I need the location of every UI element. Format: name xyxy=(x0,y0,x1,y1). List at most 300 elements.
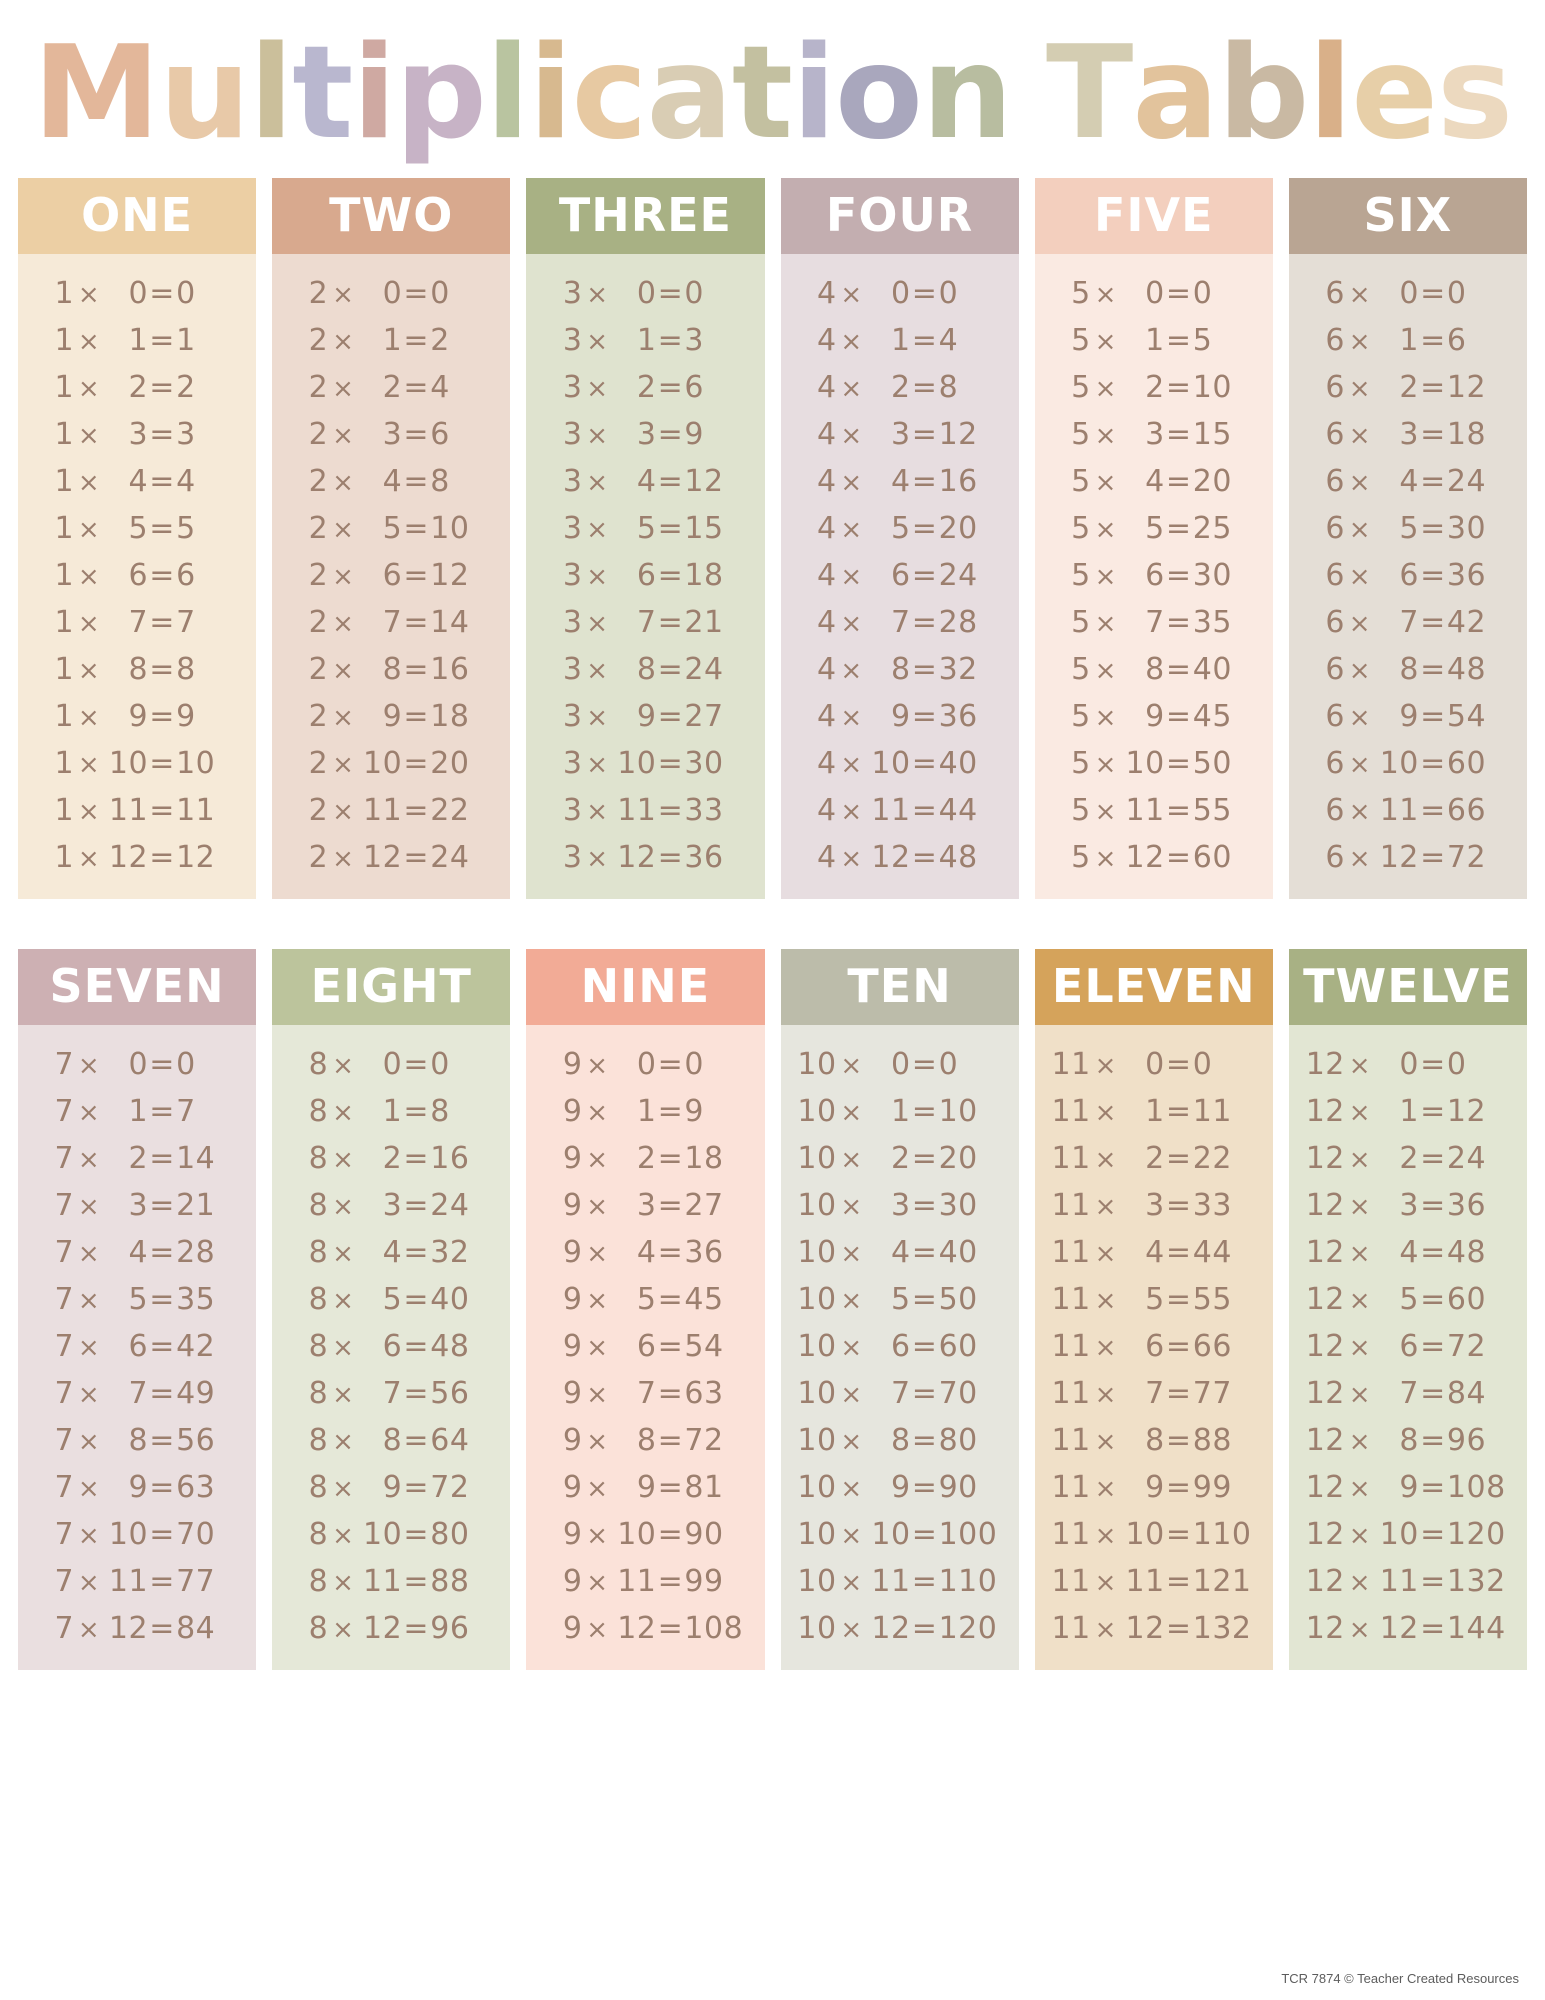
product: 0 xyxy=(1446,275,1467,311)
times-symbol: × xyxy=(77,1567,101,1598)
product: 60 xyxy=(1446,1281,1487,1317)
times-symbol: × xyxy=(840,608,863,639)
equation-row xyxy=(272,1370,510,1417)
title-letter: a xyxy=(646,19,732,168)
product: 27 xyxy=(684,698,724,734)
times-symbol: × xyxy=(77,1379,101,1410)
factor-a: 7 xyxy=(54,1140,75,1176)
times-symbol: × xyxy=(586,1379,609,1410)
product: 36 xyxy=(1446,1187,1487,1223)
equation-row xyxy=(526,1605,764,1652)
factor-a: 11 xyxy=(1051,1375,1091,1411)
product: 18 xyxy=(684,557,724,593)
table-body xyxy=(526,254,764,899)
times-symbol: × xyxy=(840,514,863,545)
times-symbol: × xyxy=(1348,655,1372,686)
title-letter: i xyxy=(528,19,572,168)
times-symbol: × xyxy=(586,749,609,780)
product: 11 xyxy=(1192,1093,1232,1129)
factor-b: 1 xyxy=(382,322,403,358)
equals-symbol: = xyxy=(149,1234,175,1270)
factor-a: 6 xyxy=(1325,416,1345,452)
equals-symbol: = xyxy=(657,1046,684,1082)
equation-row xyxy=(781,270,1019,317)
factor-a: 8 xyxy=(308,1469,329,1505)
equation-row xyxy=(1289,740,1527,787)
equation-row xyxy=(781,1464,1019,1511)
factor-a: 7 xyxy=(54,1093,75,1129)
equation-row xyxy=(272,1511,510,1558)
times-symbol: × xyxy=(586,420,609,451)
factor-b: 2 xyxy=(890,1140,911,1176)
equation-row xyxy=(526,1323,764,1370)
factor-b: 11 xyxy=(617,792,657,828)
factor-b: 7 xyxy=(128,1375,149,1411)
equals-symbol: = xyxy=(403,369,430,405)
factor-b: 1 xyxy=(890,322,911,358)
times-symbol: × xyxy=(1348,749,1372,780)
product: 84 xyxy=(1446,1375,1487,1411)
equals-symbol: = xyxy=(403,1516,430,1552)
equals-symbol: = xyxy=(1165,463,1192,499)
equation-row xyxy=(526,599,764,646)
product: 9 xyxy=(176,698,196,734)
times-symbol: × xyxy=(77,608,101,639)
factor-b: 1 xyxy=(890,1093,911,1129)
product: 14 xyxy=(430,604,470,640)
product: 100 xyxy=(938,1516,998,1552)
equation-row xyxy=(1289,411,1527,458)
factor-b: 9 xyxy=(636,1469,657,1505)
factor-b: 2 xyxy=(636,369,657,405)
table-card-two xyxy=(272,178,510,899)
equals-symbol: = xyxy=(657,839,684,875)
product: 72 xyxy=(1446,839,1487,875)
title-letter: T xyxy=(1046,19,1133,168)
equation-row xyxy=(781,646,1019,693)
product: 9 xyxy=(684,1093,704,1129)
equation-row xyxy=(526,834,764,881)
factor-a: 11 xyxy=(1051,1328,1091,1364)
equals-symbol: = xyxy=(403,1610,430,1646)
equals-symbol: = xyxy=(1420,1281,1446,1317)
times-symbol: × xyxy=(586,1567,609,1598)
equation-row xyxy=(272,270,510,317)
equation-row xyxy=(1289,1511,1527,1558)
equals-symbol: = xyxy=(657,1610,684,1646)
times-symbol: × xyxy=(1348,1379,1372,1410)
factor-a: 3 xyxy=(562,416,583,452)
equals-symbol: = xyxy=(657,557,684,593)
factor-a: 5 xyxy=(1071,604,1091,640)
times-symbol: × xyxy=(1348,326,1372,357)
factor-a: 12 xyxy=(1305,1610,1345,1646)
factor-a: 12 xyxy=(1305,1516,1345,1552)
equation-row xyxy=(1289,1558,1527,1605)
factor-a: 12 xyxy=(1305,1422,1345,1458)
equation-row xyxy=(781,552,1019,599)
equation-row xyxy=(526,1088,764,1135)
table-body xyxy=(781,1025,1019,1670)
factor-a: 6 xyxy=(1325,322,1345,358)
equals-symbol: = xyxy=(911,1046,938,1082)
times-symbol: × xyxy=(332,326,355,357)
product: 84 xyxy=(176,1610,216,1646)
times-symbol: × xyxy=(332,1426,355,1457)
product: 0 xyxy=(938,1046,959,1082)
equation-row xyxy=(272,1417,510,1464)
product: 4 xyxy=(176,463,196,499)
product: 18 xyxy=(430,698,470,734)
equals-symbol: = xyxy=(911,416,938,452)
equals-symbol: = xyxy=(657,1093,684,1129)
times-symbol: × xyxy=(1094,279,1117,310)
table-header: EIGHT xyxy=(272,949,510,1025)
factor-a: 10 xyxy=(797,1140,837,1176)
product: 30 xyxy=(1192,557,1232,593)
times-symbol: × xyxy=(840,1473,863,1504)
equation-row xyxy=(526,270,764,317)
equation-row xyxy=(1289,1605,1527,1652)
times-symbol: × xyxy=(1348,1144,1372,1175)
equals-symbol: = xyxy=(1420,604,1446,640)
title-letter: c xyxy=(571,19,647,168)
factor-b: 2 xyxy=(382,1140,403,1176)
times-symbol: × xyxy=(77,1473,101,1504)
times-symbol: × xyxy=(1094,1426,1117,1457)
equals-symbol: = xyxy=(149,651,175,687)
product: 36 xyxy=(1446,557,1487,593)
times-symbol: × xyxy=(77,1332,101,1363)
factor-a: 7 xyxy=(54,1375,75,1411)
product: 18 xyxy=(1446,416,1487,452)
equals-symbol: = xyxy=(403,1140,430,1176)
product: 0 xyxy=(176,275,196,311)
equals-symbol: = xyxy=(149,1328,175,1364)
product: 90 xyxy=(684,1516,724,1552)
times-symbol: × xyxy=(586,843,609,874)
factor-b: 3 xyxy=(382,1187,403,1223)
table-body xyxy=(1035,254,1273,899)
factor-a: 7 xyxy=(54,1187,75,1223)
equation-row xyxy=(781,1558,1019,1605)
title-letter: l xyxy=(485,19,529,168)
title-letter: p xyxy=(395,19,486,168)
times-symbol: × xyxy=(586,279,609,310)
equals-symbol: = xyxy=(403,698,430,734)
times-symbol: × xyxy=(840,749,863,780)
equals-symbol: = xyxy=(911,792,938,828)
product: 4 xyxy=(430,369,450,405)
factor-a: 6 xyxy=(1325,369,1345,405)
times-symbol: × xyxy=(1348,279,1372,310)
times-symbol: × xyxy=(840,1238,863,1269)
factor-a: 11 xyxy=(1051,1610,1091,1646)
equation-row xyxy=(272,1323,510,1370)
product: 20 xyxy=(430,745,470,781)
equals-symbol: = xyxy=(403,651,430,687)
factor-b: 0 xyxy=(1399,1046,1419,1082)
equation-row xyxy=(526,1041,764,1088)
factor-a: 3 xyxy=(562,322,583,358)
equals-symbol: = xyxy=(1165,651,1192,687)
equals-symbol: = xyxy=(149,510,175,546)
equals-symbol: = xyxy=(1165,698,1192,734)
product: 72 xyxy=(430,1469,470,1505)
factor-b: 4 xyxy=(1399,463,1419,499)
table-body xyxy=(272,1025,510,1670)
equation-row xyxy=(272,834,510,881)
equation-row xyxy=(781,1605,1019,1652)
equals-symbol: = xyxy=(911,1469,938,1505)
factor-a: 4 xyxy=(816,369,837,405)
table-card-twelve xyxy=(1289,949,1527,1670)
factor-a: 9 xyxy=(562,1422,583,1458)
factor-b: 11 xyxy=(108,792,149,828)
factor-a: 12 xyxy=(1305,1234,1345,1270)
times-symbol: × xyxy=(586,1050,609,1081)
product: 0 xyxy=(938,275,959,311)
equation-row xyxy=(1289,317,1527,364)
equation-row xyxy=(1035,1229,1273,1276)
equation-row xyxy=(18,1323,256,1370)
times-symbol: × xyxy=(332,1144,355,1175)
factor-a: 12 xyxy=(1305,1328,1345,1364)
product: 60 xyxy=(1446,745,1487,781)
times-symbol: × xyxy=(1094,420,1117,451)
factor-a: 8 xyxy=(308,1046,329,1082)
equals-symbol: = xyxy=(149,557,175,593)
equation-row xyxy=(1035,599,1273,646)
title-letter: i xyxy=(792,19,835,168)
times-symbol: × xyxy=(586,796,609,827)
product: 24 xyxy=(430,1187,470,1223)
table-header: FOUR xyxy=(781,178,1019,254)
factor-a: 5 xyxy=(1071,698,1091,734)
product: 10 xyxy=(938,1093,978,1129)
product: 48 xyxy=(430,1328,470,1364)
factor-a: 11 xyxy=(1051,1563,1091,1599)
equals-symbol: = xyxy=(911,1422,938,1458)
equals-symbol: = xyxy=(1420,1375,1446,1411)
times-symbol: × xyxy=(77,1097,101,1128)
factor-b: 11 xyxy=(1125,1563,1165,1599)
equation-row xyxy=(1035,317,1273,364)
factor-b: 10 xyxy=(108,745,149,781)
factor-b: 3 xyxy=(128,1187,149,1223)
equals-symbol: = xyxy=(403,1046,430,1082)
product: 18 xyxy=(684,1140,724,1176)
factor-b: 6 xyxy=(636,1328,657,1364)
table-body xyxy=(1289,1025,1527,1670)
times-symbol: × xyxy=(1348,1050,1372,1081)
equals-symbol: = xyxy=(911,557,938,593)
table-body xyxy=(272,254,510,899)
product: 12 xyxy=(938,416,978,452)
factor-a: 8 xyxy=(308,1563,329,1599)
factor-b: 12 xyxy=(1379,839,1419,875)
equation-row xyxy=(526,1276,764,1323)
factor-a: 9 xyxy=(562,1469,583,1505)
times-symbol: × xyxy=(586,1285,609,1316)
factor-b: 8 xyxy=(1145,651,1165,687)
times-symbol: × xyxy=(332,1379,355,1410)
equation-row xyxy=(18,1511,256,1558)
product: 80 xyxy=(938,1422,978,1458)
equals-symbol: = xyxy=(1420,745,1446,781)
factor-a: 3 xyxy=(562,275,583,311)
times-symbol: × xyxy=(1348,420,1372,451)
product: 55 xyxy=(1192,792,1232,828)
equals-symbol: = xyxy=(911,604,938,640)
factor-b: 12 xyxy=(871,1610,911,1646)
factor-a: 8 xyxy=(308,1140,329,1176)
factor-a: 4 xyxy=(816,416,837,452)
product: 30 xyxy=(938,1187,978,1223)
equals-symbol: = xyxy=(149,1375,175,1411)
factor-b: 8 xyxy=(636,651,657,687)
factor-a: 4 xyxy=(816,651,837,687)
equals-symbol: = xyxy=(1420,1234,1446,1270)
equals-symbol: = xyxy=(1420,510,1446,546)
equation-row xyxy=(526,317,764,364)
factor-b: 0 xyxy=(128,1046,149,1082)
factor-b: 5 xyxy=(890,1281,911,1317)
equals-symbol: = xyxy=(149,1140,175,1176)
times-symbol: × xyxy=(77,420,101,451)
factor-a: 11 xyxy=(1051,1187,1091,1223)
times-symbol: × xyxy=(77,1285,101,1316)
equals-symbol: = xyxy=(911,1234,938,1270)
times-symbol: × xyxy=(332,843,355,874)
factor-b: 6 xyxy=(636,557,657,593)
product: 49 xyxy=(176,1375,216,1411)
equals-symbol: = xyxy=(1420,416,1446,452)
equals-symbol: = xyxy=(1165,1187,1192,1223)
equals-symbol: = xyxy=(1165,1328,1192,1364)
times-symbol: × xyxy=(1094,1144,1117,1175)
factor-b: 6 xyxy=(382,1328,403,1364)
equation-row xyxy=(272,458,510,505)
times-symbol: × xyxy=(1348,608,1372,639)
product: 120 xyxy=(1446,1516,1506,1552)
factor-a: 3 xyxy=(562,792,583,828)
product: 110 xyxy=(938,1563,998,1599)
equals-symbol: = xyxy=(657,1187,684,1223)
factor-a: 8 xyxy=(308,1610,329,1646)
equals-symbol: = xyxy=(1165,839,1192,875)
factor-b: 10 xyxy=(1125,745,1165,781)
equals-symbol: = xyxy=(1165,1610,1192,1646)
table-header: NINE xyxy=(526,949,764,1025)
factor-a: 9 xyxy=(562,1375,583,1411)
equals-symbol: = xyxy=(1420,463,1446,499)
times-symbol: × xyxy=(1094,1567,1117,1598)
factor-b: 12 xyxy=(871,839,911,875)
equation-row xyxy=(18,1276,256,1323)
factor-a: 7 xyxy=(54,1610,75,1646)
product: 42 xyxy=(176,1328,216,1364)
times-symbol: × xyxy=(1348,467,1372,498)
factor-a: 2 xyxy=(308,792,329,828)
equation-row xyxy=(781,1276,1019,1323)
factor-b: 4 xyxy=(890,1234,911,1270)
equals-symbol: = xyxy=(403,1187,430,1223)
factor-b: 3 xyxy=(382,416,403,452)
factor-b: 2 xyxy=(1145,369,1165,405)
times-symbol: × xyxy=(586,467,609,498)
equals-symbol: = xyxy=(403,275,430,311)
factor-a: 4 xyxy=(816,604,837,640)
equals-symbol: = xyxy=(149,698,175,734)
equation-row xyxy=(526,1417,764,1464)
equals-symbol: = xyxy=(911,510,938,546)
table-card-nine xyxy=(526,949,764,1670)
times-symbol: × xyxy=(586,1614,609,1645)
factor-a: 8 xyxy=(308,1375,329,1411)
times-symbol: × xyxy=(1094,514,1117,545)
factor-a: 12 xyxy=(1305,1563,1345,1599)
times-symbol: × xyxy=(586,655,609,686)
factor-a: 5 xyxy=(1071,416,1091,452)
product: 30 xyxy=(684,745,724,781)
equation-row xyxy=(526,364,764,411)
factor-a: 10 xyxy=(797,1234,837,1270)
times-symbol: × xyxy=(332,561,355,592)
equals-symbol: = xyxy=(657,1422,684,1458)
factor-b: 7 xyxy=(636,604,657,640)
times-symbol: × xyxy=(840,1191,863,1222)
product: 77 xyxy=(1192,1375,1232,1411)
equals-symbol: = xyxy=(403,463,430,499)
equation-row xyxy=(1035,1041,1273,1088)
equation-row xyxy=(526,1182,764,1229)
equation-row xyxy=(526,1135,764,1182)
times-symbol: × xyxy=(1094,1614,1117,1645)
times-symbol: × xyxy=(332,1520,355,1551)
factor-b: 3 xyxy=(128,416,149,452)
product: 110 xyxy=(1192,1516,1252,1552)
factor-b: 9 xyxy=(1145,698,1165,734)
equation-row xyxy=(1035,1464,1273,1511)
product: 70 xyxy=(938,1375,978,1411)
factor-b: 7 xyxy=(382,1375,403,1411)
factor-b: 3 xyxy=(636,1187,657,1223)
factor-b: 2 xyxy=(1145,1140,1165,1176)
factor-a: 1 xyxy=(54,369,75,405)
times-symbol: × xyxy=(586,1473,609,1504)
equation-row xyxy=(1289,693,1527,740)
times-symbol: × xyxy=(1094,1285,1117,1316)
product: 80 xyxy=(430,1516,470,1552)
equals-symbol: = xyxy=(403,1469,430,1505)
table-card-eight xyxy=(272,949,510,1670)
equation-row xyxy=(272,1558,510,1605)
equation-row xyxy=(1035,1417,1273,1464)
equation-row xyxy=(1035,270,1273,317)
times-symbol: × xyxy=(840,1520,863,1551)
equals-symbol: = xyxy=(1165,1469,1192,1505)
equals-symbol: = xyxy=(403,416,430,452)
product: 12 xyxy=(1446,369,1487,405)
factor-b: 0 xyxy=(1399,275,1419,311)
title-letter: i xyxy=(352,19,396,168)
equation-row xyxy=(18,1135,256,1182)
equals-symbol: = xyxy=(911,275,938,311)
factor-a: 2 xyxy=(308,604,329,640)
equals-symbol: = xyxy=(149,275,175,311)
factor-a: 12 xyxy=(1305,1187,1345,1223)
